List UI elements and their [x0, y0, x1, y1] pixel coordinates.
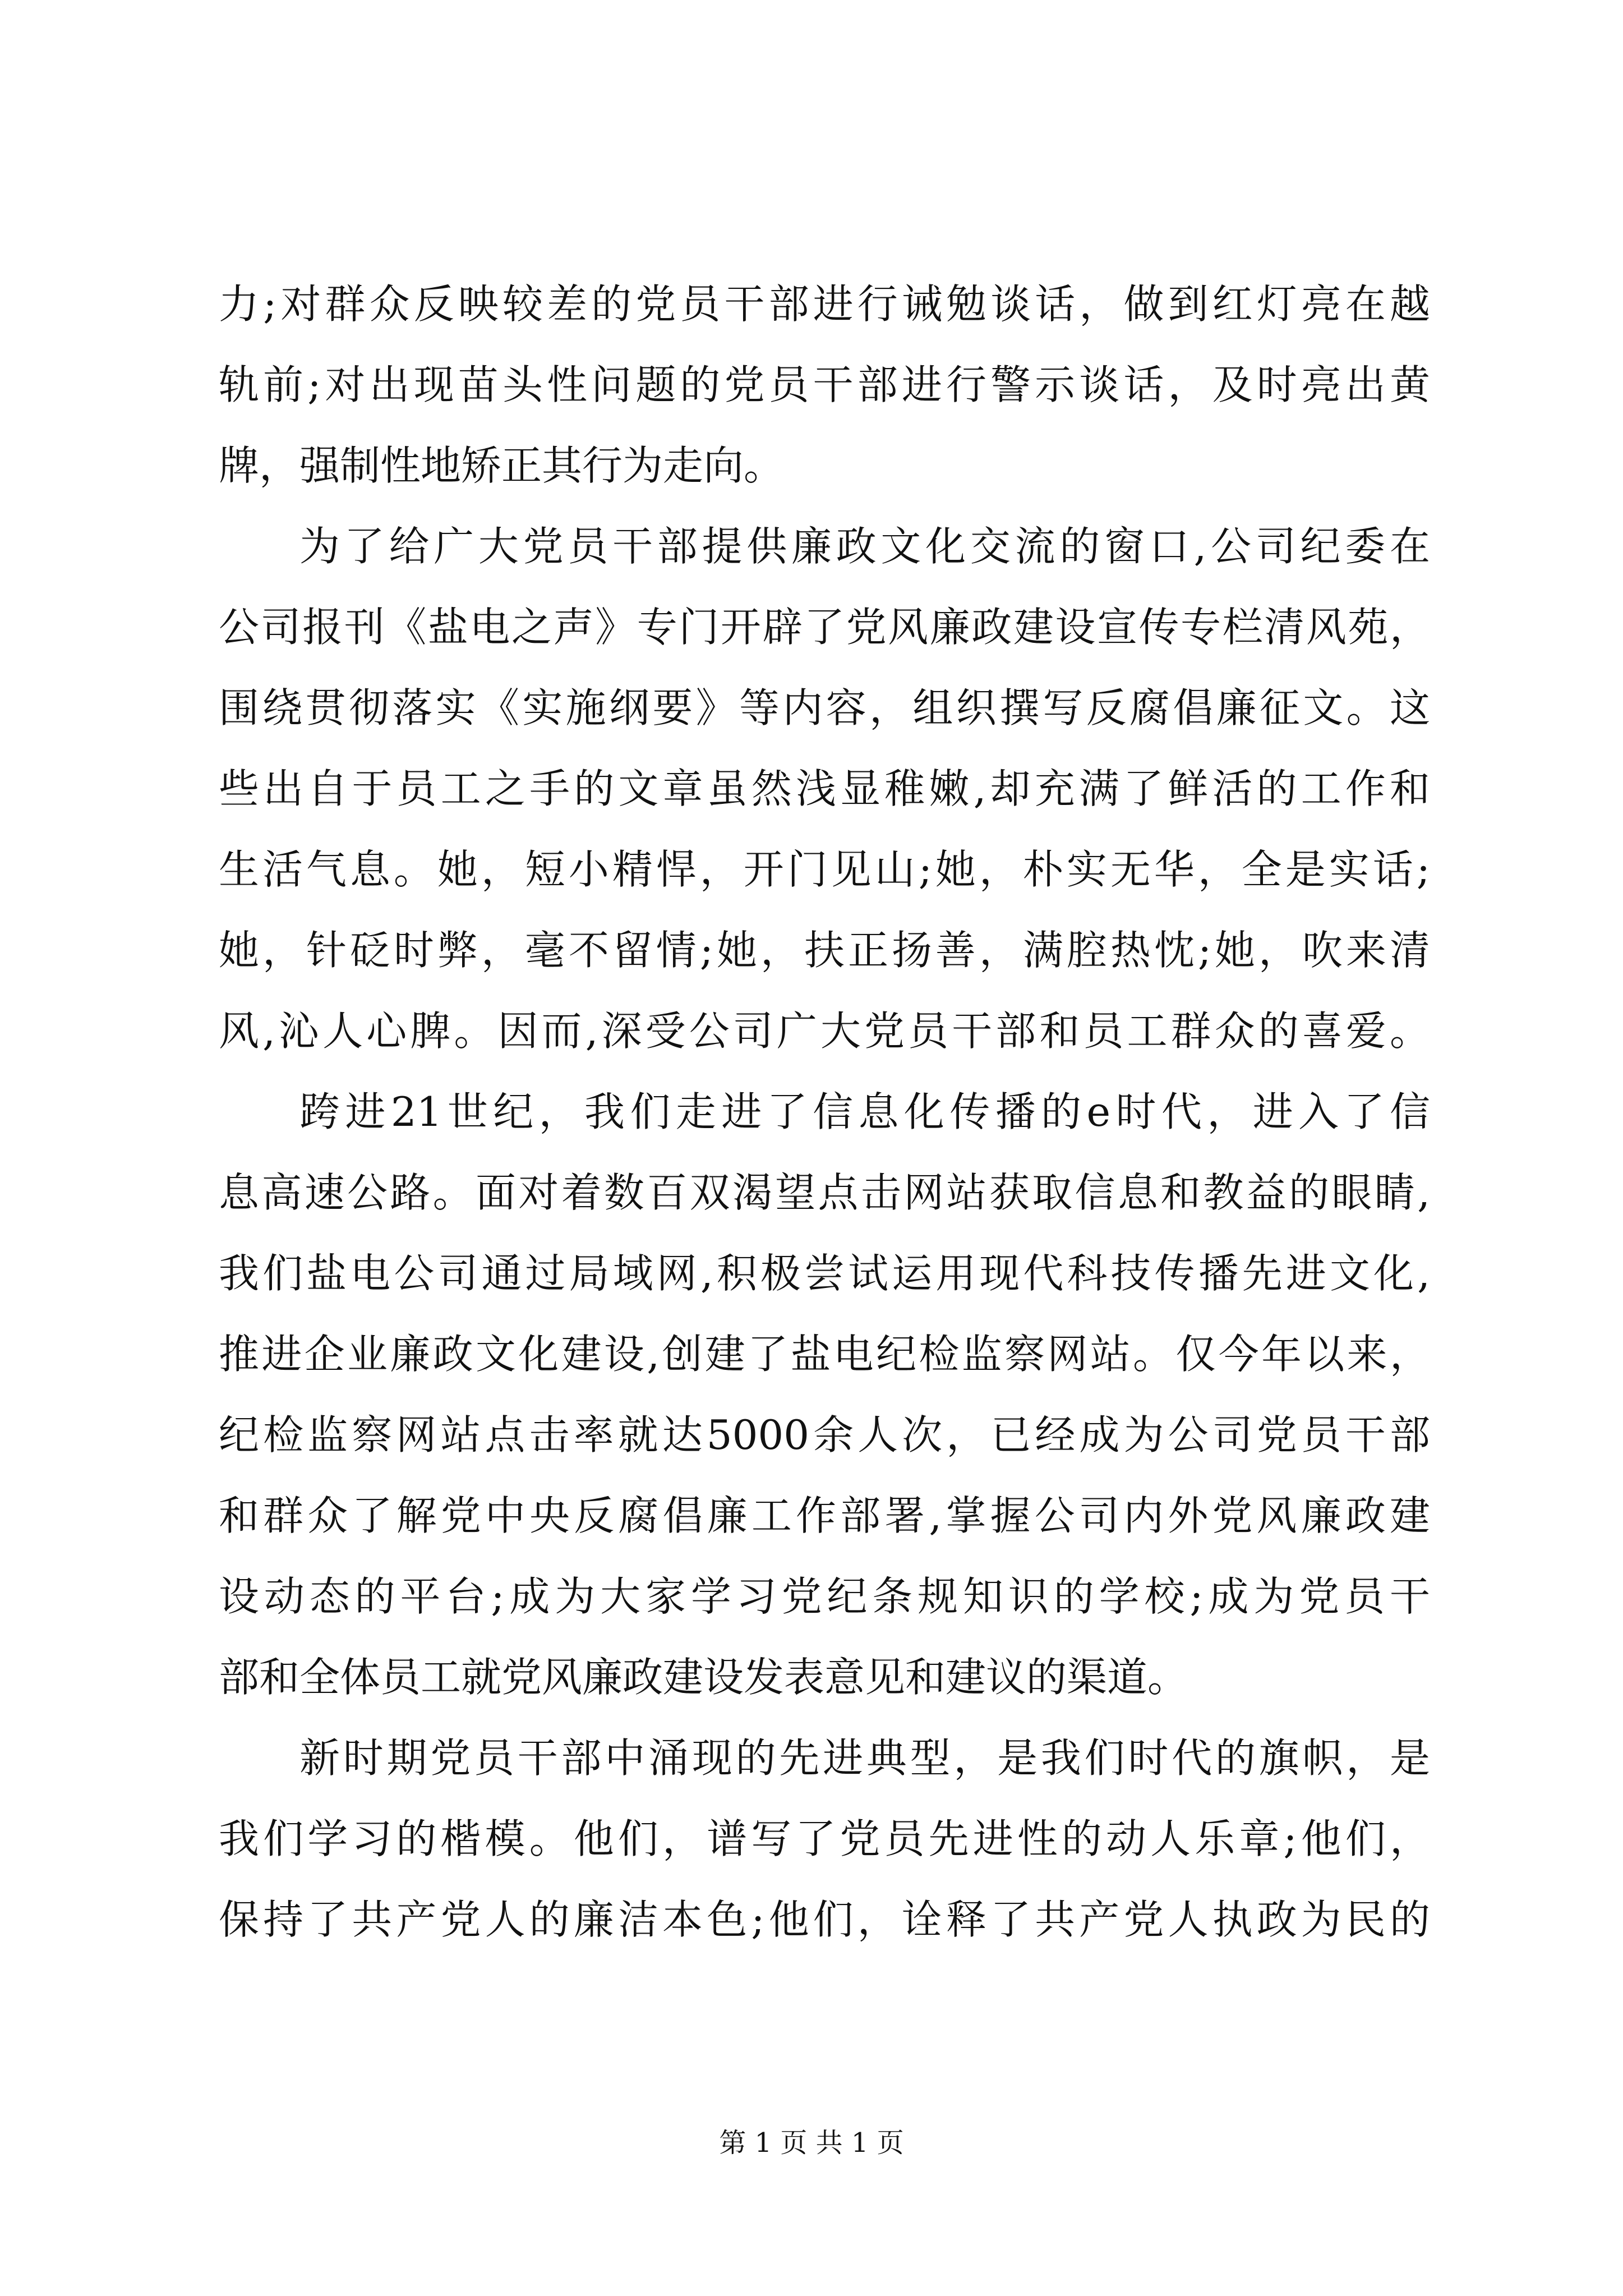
- text-line: 我们学习的楷模。他们，谱写了党员先进性的动人乐章;他们，: [219, 1815, 1430, 1862]
- page-number-label: 第 1 页 共 1 页: [719, 2127, 904, 2159]
- text-line: 风,沁人心脾。因而,深受公司广大党员干部和员工群众的喜爱。: [219, 1007, 1430, 1055]
- text-line: 我们盐电公司通过局域网,积极尝试运用现代科技传播先进文化,: [219, 1250, 1430, 1297]
- text-line: 力;对群众反映较差的党员干部进行诫勉谈话，做到红灯亮在越: [219, 280, 1430, 328]
- paragraph-first-line: 新时期党员干部中涌现的先进典型，是我们时代的旗帜，是: [299, 1734, 1430, 1782]
- text-line: 轨前;对出现苗头性问题的党员干部进行警示谈话，及时亮出黄: [219, 361, 1430, 408]
- text-line: 部和全体员工就党风廉政建设发表意见和建议的渠道。: [219, 1654, 1188, 1701]
- text-line: 设动态的平台;成为大家学习党纪条规知识的学校;成为党员干: [219, 1573, 1430, 1620]
- text-line: 围绕贯彻落实《实施纲要》等内容，组织撰写反腐倡廉征文。这: [219, 684, 1430, 731]
- text-line: 生活气息。她，短小精悍，开门见山;她，朴实无华，全是实话;: [219, 846, 1430, 893]
- text-line: 保持了共产党人的廉洁本色;他们，诠释了共产党人执政为民的: [219, 1896, 1430, 1943]
- paragraph-first-line: 为了给广大党员干部提供廉政文化交流的窗口,公司纪委在: [299, 523, 1430, 570]
- text-line: 推进企业廉政文化建设,创建了盐电纪检监察网站。仅今年以来，: [219, 1331, 1430, 1378]
- document-body: [219, 264, 1430, 1960]
- paragraph-first-line: 跨进21世纪，我们走进了信息化传播的e时代，进入了信: [299, 1088, 1430, 1135]
- text-line: 纪检监察网站点击率就达5000余人次，已经成为公司党员干部: [219, 1411, 1430, 1458]
- text-line: 公司报刊《盐电之声》专门开辟了党风廉政建设宣传专栏清风苑，: [219, 604, 1430, 651]
- text-line: 些出自于员工之手的文章虽然浅显稚嫩,却充满了鲜活的工作和: [219, 765, 1430, 812]
- text-line: 她，针砭时弊，毫不留情;她，扶正扬善，满腔热忱;她，吹来清: [219, 927, 1430, 974]
- text-line: 牌，强制性地矫正其行为走向。: [219, 442, 785, 489]
- text-line: 息高速公路。面对着数百双渴望点击网站获取信息和教益的眼睛,: [219, 1169, 1430, 1216]
- text-line: 和群众了解党中央反腐倡廉工作部署,掌握公司内外党风廉政建: [219, 1492, 1430, 1539]
- page-footer: [0, 2126, 1623, 2160]
